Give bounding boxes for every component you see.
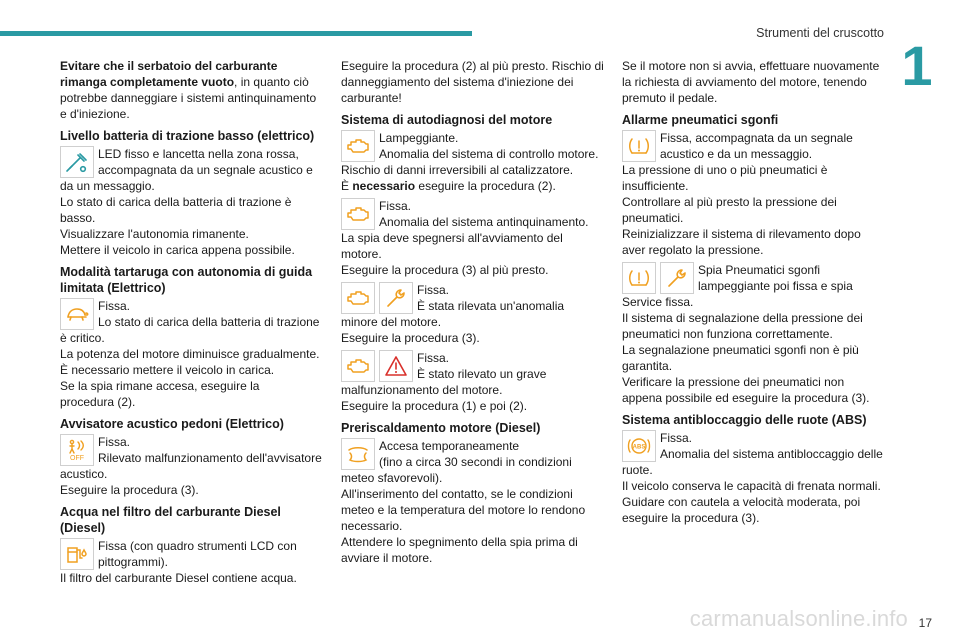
heading-tyre-underinflation: Allarme pneumatici sgonfi — [622, 113, 779, 127]
entry-engine-flashing — [341, 130, 607, 194]
entry-engine-antipollution — [341, 198, 607, 278]
obd2-line-2: Anomalia del sistema antinquinamento. — [379, 215, 589, 229]
tyre1-line-2: acustico e da un messaggio. — [660, 147, 813, 161]
obd3-line-1: Fissa. — [417, 283, 450, 297]
tyre2-line-7: garantita. — [622, 359, 673, 373]
engine-icon — [341, 198, 375, 230]
heading-water-in-fuel: Acqua nel filtro del carburante Diesel (Diesel) — [60, 505, 281, 535]
heading-turtle-mode: Modalità tartaruga con autonomia di guida limitata (Elettrico) — [60, 265, 313, 295]
obd4-line-1: Fissa. — [417, 351, 450, 365]
preheat-line-3: meteo sfavorevoli). — [341, 471, 443, 485]
battery-line-7: Mettere il veicolo in carica appena possibile. — [60, 243, 295, 257]
page-number: 17 — [918, 616, 932, 630]
preheat-line-6: necessario. — [341, 519, 403, 533]
obd1-line-1: Lampeggiante. — [379, 131, 459, 145]
engine-icon — [341, 130, 375, 162]
column-2 — [341, 58, 607, 570]
obd1-line-2: Anomalia del sistema di controllo motore. — [379, 147, 599, 161]
entry-tyre-system-fault — [622, 262, 888, 406]
preheat-line-4: All'inserimento del contatto, se le condizioni — [341, 487, 573, 501]
fuel-pump-water-icon — [60, 538, 94, 570]
water-line-3: Il filtro del carburante Diesel contiene acqua. — [60, 571, 297, 585]
entry-water-in-fuel — [60, 538, 326, 586]
heading-preheating: Preriscaldamento motore (Diesel) — [341, 421, 541, 435]
tyre-pressure-icon — [622, 262, 656, 294]
tyre1-line-8: aver regolato la pressione. — [622, 243, 764, 257]
preheat-line-1: Accesa temporaneamente — [379, 439, 520, 453]
header-accent-bar — [0, 31, 472, 36]
tyre1-line-3: La pressione di uno o più pneumatici è — [622, 163, 828, 177]
tyre2-line-1: Spia Pneumatici sgonfi — [698, 263, 821, 277]
abs-line-6: eseguire la procedura (3). — [622, 511, 760, 525]
turtle-line-2: Lo stato di carica della batteria di trazione — [98, 315, 320, 329]
obd3-line-3: minore del motore. — [341, 315, 442, 329]
tyre1-line-7: Reinizializzare il sistema di rilevamento dopo — [622, 227, 861, 241]
obd1-line-4: È necessario eseguire la procedura (2). — [341, 179, 556, 193]
battery-line-6: Visualizzare l'autonomia rimanente. — [60, 227, 249, 241]
entry-engine-major-fault — [341, 350, 607, 414]
engine-start-paragraph: Se il motore non si avvia, effettuare nuovamente la richiesta di avviamento del motore, tenendo premuto il pedale. — [622, 59, 880, 105]
tyre2-line-5: pneumatici non funziona correttamente. — [622, 327, 833, 341]
abs-line-5: Guidare con cautela a velocità moderata, poi — [622, 495, 861, 509]
obd4-line-4: Eseguire la procedura (1) e poi (2). — [341, 399, 528, 413]
pedestrian-sound-off-icon — [60, 434, 94, 466]
preheat-line-2: (fino a circa 30 secondi in condizioni — [379, 455, 572, 469]
pedestrian-line-1: Fissa. — [98, 435, 131, 449]
preheat-line-8: avviare il motore. — [341, 551, 433, 565]
turtle-line-7: procedura (2). — [60, 395, 136, 409]
turtle-line-3: è critico. — [60, 331, 105, 345]
pedestrian-icon-off-text: OFF — [70, 455, 84, 462]
obd2-line-1: Fissa. — [379, 199, 412, 213]
entry-tyre-low — [622, 130, 888, 258]
chapter-number: 1 — [901, 34, 933, 97]
tyre-pressure-icon — [622, 130, 656, 162]
glow-plug-icon — [341, 438, 375, 470]
battery-line-2: accompagnata da un segnale acustico e — [98, 163, 313, 177]
tyre1-line-6: pneumatici. — [622, 211, 684, 225]
turtle-line-4: La potenza del motore diminuisce gradualmente. — [60, 347, 320, 361]
entry-engine-minor-fault — [341, 282, 607, 346]
abs-line-4: Il veicolo conserva le capacità di frenata normali. — [622, 479, 881, 493]
fuel-warning-rest: , in quanto ciò potrebbe danneggiare i sistemi antinquinamento e d'iniezione. — [60, 75, 317, 121]
heading-abs: Sistema antibloccaggio delle ruote (ABS) — [622, 413, 867, 427]
tyre2-line-8: Verificare la pressione dei pneumatici non — [622, 375, 845, 389]
turtle-icon — [60, 298, 94, 330]
engine-icon — [341, 282, 375, 314]
wrench-icon — [379, 282, 413, 314]
injection-risk-paragraph: Eseguire la procedura (2) al più presto. Rischio di danneggiamento del sistema d'iniezione dei carburante! — [341, 59, 604, 105]
entry-abs — [622, 430, 888, 526]
preheat-line-7: Attendere lo spegnimento della spia prima di — [341, 535, 578, 549]
pedestrian-line-3: acustico. — [60, 467, 108, 481]
abs-line-2: Anomalia del sistema antibloccaggio delle — [660, 447, 883, 461]
column-1 — [60, 58, 326, 590]
fuel-warning-bold: Evitare che il serbatoio del carburante rimanga completamente vuoto — [60, 59, 278, 89]
tyre2-line-9: appena possibile ed eseguire la procedura (3). — [622, 391, 870, 405]
heading-pedestrian-alert: Avvisatore acustico pedoni (Elettrico) — [60, 417, 284, 431]
abs-icon — [622, 430, 656, 462]
battery-line-3: da un messaggio. — [60, 179, 155, 193]
entry-battery-low — [60, 146, 326, 258]
turtle-line-6: Se la spia rimane accesa, eseguire la — [60, 379, 260, 393]
turtle-line-5: È necessario mettere il veicolo in carica. — [60, 363, 275, 377]
obd1-line-3: Rischio di danni irreversibili al catalizzatore. — [341, 163, 574, 177]
heading-engine-diagnostics: Sistema di autodiagnosi del motore — [341, 113, 553, 127]
water-line-1: Fissa (con quadro strumenti LCD con — [98, 539, 297, 553]
battery-line-5: basso. — [60, 211, 96, 225]
abs-line-3: ruote. — [622, 463, 653, 477]
section-title: Strumenti del cruscotto — [756, 26, 884, 40]
heading-battery-low: Livello batteria di trazione basso (elettrico) — [60, 129, 315, 143]
obd3-line-4: Eseguire la procedura (3). — [341, 331, 480, 345]
wrench-icon — [660, 262, 694, 294]
battery-line-4: Lo stato di carica della batteria di trazione è — [60, 195, 292, 209]
water-line-2: pittogrammi). — [98, 555, 169, 569]
tyre2-line-3: Service fissa. — [622, 295, 694, 309]
entry-pedestrian-alert — [60, 434, 326, 498]
battery-line-1: LED fisso e lancetta nella zona rossa, — [98, 147, 299, 161]
engine-icon — [341, 350, 375, 382]
abs-line-1: Fissa. — [660, 431, 693, 445]
abs-icon-text: ABS — [632, 444, 646, 451]
entry-preheating — [341, 438, 607, 566]
fuel-warning-paragraph — [60, 58, 326, 122]
warning-triangle-icon — [379, 350, 413, 382]
watermark: carmanualsonline.info — [689, 606, 908, 631]
obd2-line-3: La spia deve spegnersi all'avviamento del — [341, 231, 563, 245]
obd2-line-4: motore. — [341, 247, 382, 261]
column-3 — [622, 58, 888, 530]
battery-plug-warning-icon — [60, 146, 94, 178]
obd2-line-5: Eseguire la procedura (3) al più presto. — [341, 263, 549, 277]
tyre1-line-5: Controllare al più presto la pressione dei — [622, 195, 837, 209]
entry-turtle-mode — [60, 298, 326, 410]
preheat-line-5: meteo e la temperatura del motore lo rendono — [341, 503, 586, 517]
tyre2-line-2: lampeggiante poi fissa e spia — [698, 279, 853, 293]
turtle-line-1: Fissa. — [98, 299, 131, 313]
tyre2-line-6: La segnalazione pneumatici sgonfi non è più — [622, 343, 859, 357]
pedestrian-line-4: Eseguire la procedura (3). — [60, 483, 199, 497]
tyre1-line-4: insufficiente. — [622, 179, 689, 193]
obd3-line-2: È stata rilevata un'anomalia — [417, 299, 565, 313]
obd4-line-2: È stato rilevato un grave — [417, 367, 547, 381]
pedestrian-line-2: Rilevato malfunzionamento dell'avvisatore — [98, 451, 322, 465]
obd4-line-3: malfunzionamento del motore. — [341, 383, 503, 397]
tyre1-line-1: Fissa, accompagnata da un segnale — [660, 131, 853, 145]
tyre2-line-4: Il sistema di segnalazione della pressione dei — [622, 311, 863, 325]
